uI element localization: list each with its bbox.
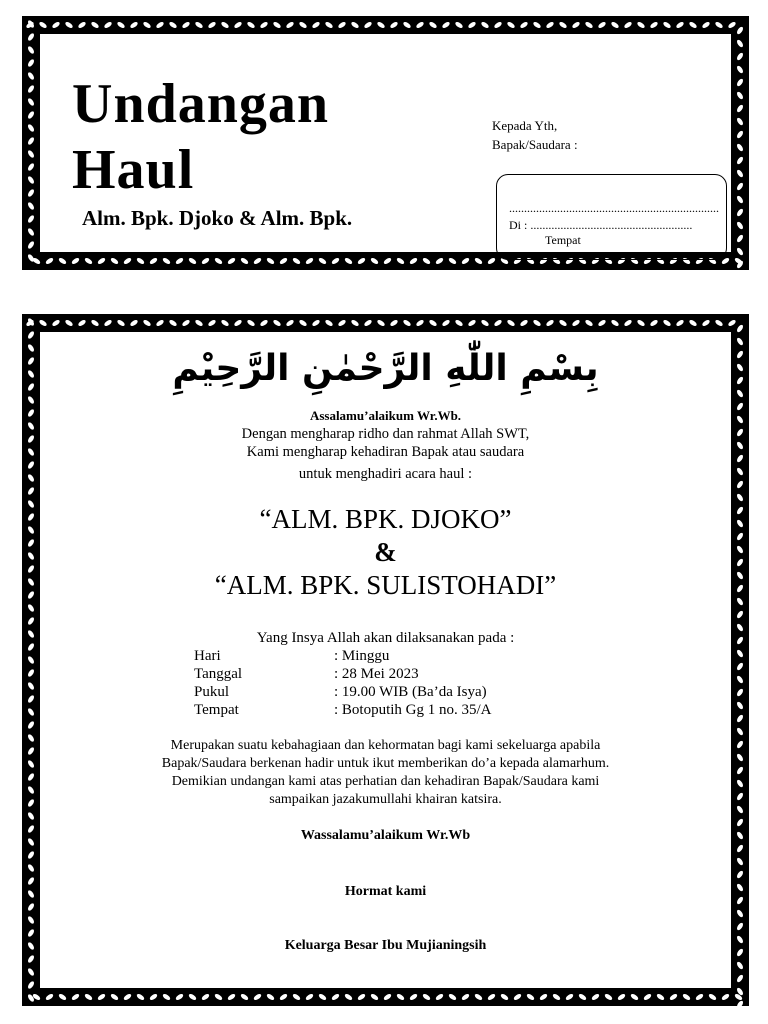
invitation-inner — [40, 332, 731, 988]
recipient-label: Kepada Yth, — [492, 118, 558, 133]
family-signature: Keluarga Besar Ibu Mujianingsih — [284, 938, 487, 953]
regards-label: Hormat kami — [344, 884, 427, 899]
recipient-title: Bapak/Saudara : — [492, 137, 578, 152]
greeting: Assalamu’alaikum Wr.Wb. — [309, 408, 462, 423]
envelope-inner — [40, 34, 731, 252]
schedule-intro: Yang Insya Allah akan dilaksanakan pada : — [256, 630, 515, 646]
detail-value-place: : Botoputih Gg 1 no. 35/A — [334, 702, 492, 718]
closing-line-2: Bapak/Saudara berkenan hadir untuk ikut memberikan do’a kepada alamarhum. — [161, 756, 610, 771]
closing-salam: Wassalamu’alaikum Wr.Wb — [300, 828, 471, 843]
address-box — [496, 174, 727, 260]
detail-value-day: : Minggu — [334, 648, 390, 664]
closing-line-1: Merupakan suatu kebahagiaan dan kehormatan bagi kami sekeluarga apabila — [170, 738, 601, 753]
detail-value-date: : 28 Mei 2023 — [334, 666, 419, 682]
detail-label-day: Hari — [194, 648, 221, 664]
intro-line-1: Dengan mengharap ridho dan rahmat Allah SWT, — [241, 426, 530, 442]
detail-label-date: Tanggal — [194, 666, 243, 682]
deceased-name-1: “ALM. BPK. DJOKO” — [259, 504, 512, 534]
invitation-card — [22, 314, 749, 1006]
basmala-calligraphy: بِسْمِ اللّٰهِ الرَّحْمٰنِ الرَّحِيْمِ — [172, 348, 599, 389]
address-di-line: Di : ...................................................... — [509, 218, 693, 232]
detail-value-time: : 19.00 WIB (Ba’da Isya) — [334, 684, 487, 700]
subtitle: Alm. Bpk. Djoko & Alm. Bpk. — [82, 206, 353, 230]
detail-label-place: Tempat — [194, 702, 239, 718]
intro-line-2: Kami mengharap kehadiran Bapak atau saudara — [246, 444, 525, 460]
address-name-line: ...................................................................... — [509, 201, 719, 215]
deceased-name-2: “ALM. BPK. SULISTOHADI” — [214, 570, 557, 600]
ampersand: & — [374, 537, 397, 567]
intro-line-3: untuk menghadiri acara haul : — [298, 466, 473, 482]
title-line-1: Undangan — [72, 73, 330, 135]
closing-line-4: sampaikan jazakumullahi khairan katsira. — [269, 792, 502, 807]
envelope-card — [22, 16, 749, 270]
title-line-2: Haul — [72, 139, 195, 201]
address-place-label: Tempat — [545, 233, 581, 247]
detail-label-time: Pukul — [194, 684, 230, 700]
closing-line-3: Demikian undangan kami atas perhatian dan kehadiran Bapak/Saudara kami — [171, 774, 600, 789]
